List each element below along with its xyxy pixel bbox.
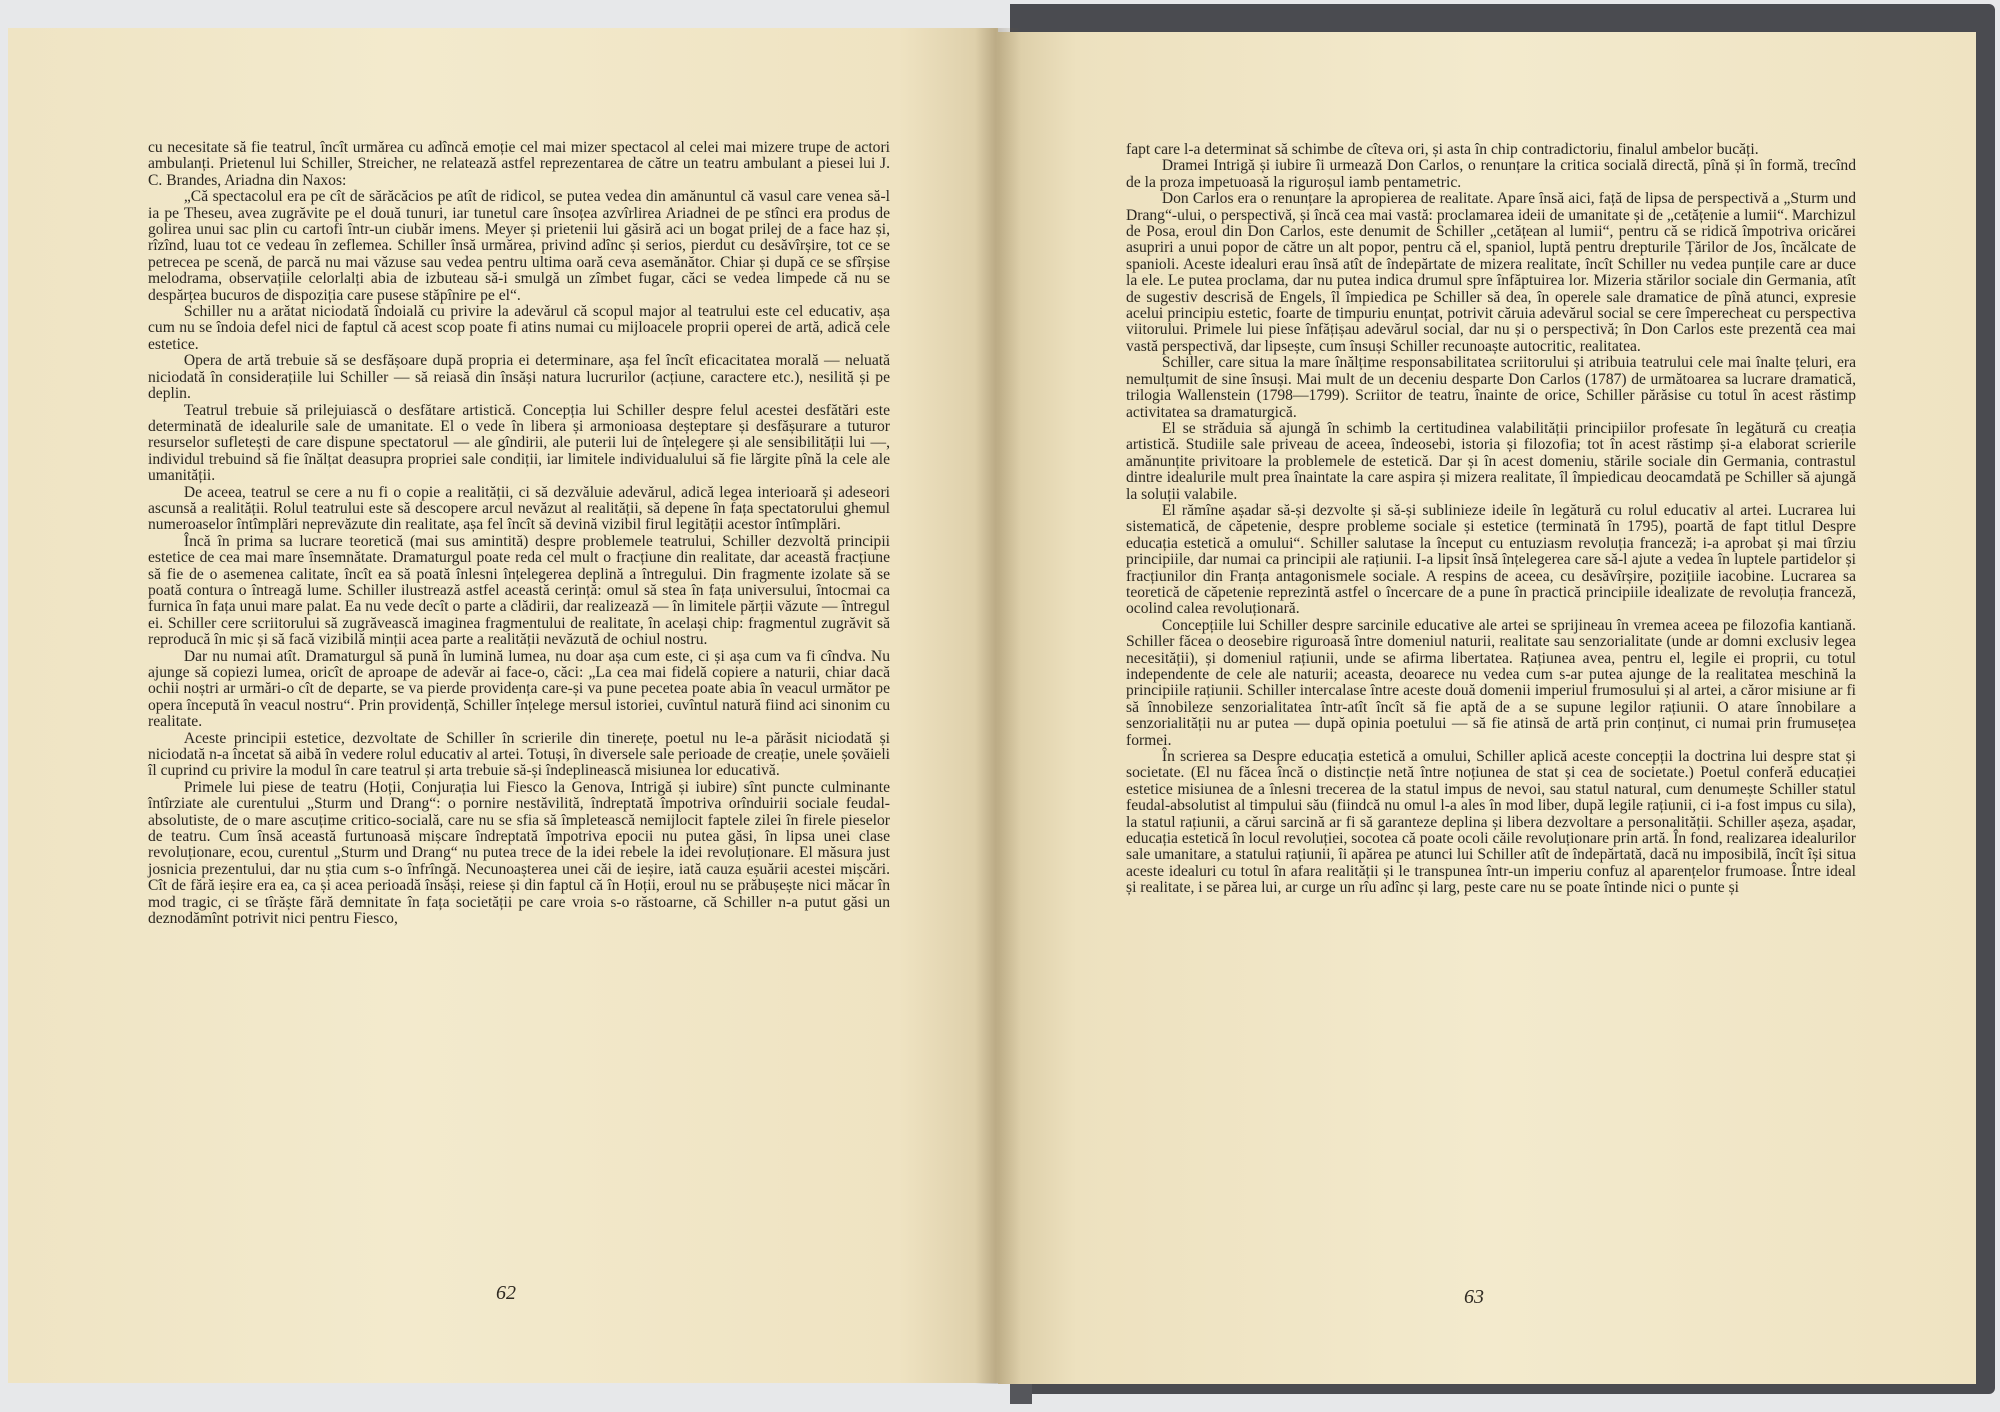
right-page [998,32,1976,1384]
paragraph: Don Carlos era o renunțare la apropierea de realitate. Apare însă aici, față de lipsa de perspectivă a „Sturm und Drang“-ului, o perspectivă, și încă cea mai vastă: proclamarea ideii de umanitate și de „cetățenie a lumii“. Marchizul de Posa, eroul din Don Carlos, este denumit de Schiller „cetățean al lumii“, pentru că se ridică împotriva oricărei asupriri a unui popor de către un alt popor, pentru că el, spaniol, luptă pentru drepturile Țărilor de Jos, încălcate de spanioli. Aceste idealuri erau însă atît de îndepărtate de mizera realitate, încît Schiller nu vedea punțile care ar duce la ele. Le putea proclama, dar nu putea indica drumul spre înfăptuirea lor. Mizeria stărilor sociale din Germania, atît de sugestiv descrisă de Engels, îl împiedica pe Schiller să dea, în operele sale dramatice de pînă atunci, expresie acelui principiu estetic, foarte de timpuriu enunțat, potrivit căruia adevărul social se cere împerecheat cu perspectiva viitorului. Primele lui piese înfățișau adevărul social, dar nu și o perspectivă; în Don Carlos este prezentă cea mai vastă perspectivă, dar lipsește, cum însuși Schiller recunoaște autocritic, realitatea. [1126,190,1856,355]
page-number: 63 [1464,1286,1484,1308]
paragraph: În scrierea sa Despre educația estetică a omului, Schiller aplică aceste concepții la doctrina lui despre stat și societate. (El nu făcea încă o distincție netă între noțiunea de stat și cea de societate.) Poetul conferă educației estetice misiunea de a înlesni trecerea de la statul impus de nevoi, sau statul natural, cum denumește Schiller statul feudal-absolutist al timpului său (fiindcă nu omul l-a ales în mod liber, după legile rațiunii, ci i-a fost impus cu sila), la statul rațiunii, a cărui sarcină ar fi să garanteze deplina și libera dezvoltare a personalității. Schiller așeza, așadar, educația estetică în locul revoluției, socotea că poate ocoli căile revoluționare prin artă. În fond, realizarea idealurilor sale umanitare, a statului rațiunii, îi apărea pe atunci lui Schiller atît de îndepărtată, dacă nu imposibilă, încît își situa aceste idealuri cu totul în afara realității și le transpunea într-un imperiu confuz al aparențelor frumoase. Între ideal și realitate, i se părea lui, ar curge un rîu adînc și larg, peste care nu se poate întinde nici o punte și [1126,748,1856,897]
paragraph: Schiller nu a arătat niciodată îndoială cu privire la adevărul că scopul major al teatrului este cel educativ, așa cum nu se îndoia defel nici de faptul că acest scop poate fi atins numai cu mijloacele proprii operei de artă, adică cele estetice. [148,303,890,353]
paragraph: Opera de artă trebuie să se desfășoare după propria ei determinare, așa fel încît eficacitatea morală — neluată niciodată în considerațiile lui Schiller — să reiasă din însăși natura lucrurilor (acțiune, caractere etc.), nesilită și pe deplin. [148,352,890,403]
paragraph: El rămîne așadar să-și dezvolte și să-și sublinieze ideile în legătură cu rolul educativ al artei. Lucrarea lui sistematică, de căpetenie, despre probleme sociale și estetice (terminată în 1795), poartă de fapt titlul Despre educația estetică a omului“. Schiller salutase la început cu entuziasm revoluția franceză; i-a aprobat și mai tîrziu principiile, dar numai ca principii ale rațiunii. I-a lipsit însă înțelegerea care să-l ajute a vedea în luptele partidelor și fracțiunilor din Franța antagonismele sociale. A respins de aceea, cu desăvîrșire, pozițiile iacobine. Lucrarea sa teoretică de căpetenie reprezintă astfel o încercare de a pune în practică principiile idealizate de revoluția franceză, ocolind calea revoluționară. [1126,501,1856,618]
right-page-body [1126,142,1856,897]
paragraph: Aceste principii estetice, dezvoltate de Schiller în scrierile din tinerețe, poetul nu le-a părăsit niciodată și niciodată n-a încetat să aibă în vedere rolul educativ al artei. Totuși, în diversele sale perioade de creație, unele șovăieli îl cuprind cu privire la modul în care teatrul și arta trebuie să-și îndeplinească misiunea lor educativă. [148,729,890,780]
left-page-body [148,140,890,928]
left-page [8,28,998,1383]
page-number: 62 [496,1282,516,1304]
paragraph: cu necesitate să fie teatrul, încît urmărea cu adîncă emoție cel mai mizer spectacol al celei mai mizere trupe de actori ambulanți. Prietenul lui Schiller, Streicher, ne relatează astfel reprezentarea de către un teatru ambulant a piesei lui J. C. Brandes, Ariadna din Naxos: [148,139,890,189]
book-gutter [975,28,1021,1384]
paragraph: Schiller, care situa la mare înălțime responsabilitatea scriitorului și atribuia teatrului cele mai înalte țeluri, era nemulțumit de sine însuși. Mai mult de un deceniu desparte Don Carlos (1787) de următoarea sa lucrare dramatică, trilogia Wallenstein (1798—1799). Scriitor de teatru, înainte de orice, Schiller părăsise cu totul în acest răstimp activitatea sa dramaturgică. [1126,354,1856,421]
paragraph: De aceea, teatrul se cere a nu fi o copie a realității, ci să dezvăluie adevărul, adică legea interioară și adeseori ascunsă a realității. Rolul teatrului este să descopere arcul nevăzut al realității, să depene în fața spectatorului ghemul numeroaselor întîmplări neprevăzute din realitate, așa fel încît să devină vizibil firul legității acestor întîmplări. [148,483,890,534]
paragraph: Dramei Intrigă și iubire îi urmează Don Carlos, o renunțare la critica socială directă, pînă și în formă, trecînd de la proza impetuoasă la riguroșul iamb pentametric. [1126,157,1856,191]
paragraph: Concepțiile lui Schiller despre sarcinile educative ale artei se sprijineau în vremea aceea pe filozofia kantiană. Schiller făcea o deosebire riguroasă între domeniul naturii, realitate sau senzorialitate (unde ar domni exclusiv legea necesității), și domeniul rațiunii, unde se afirma libertatea. Rațiunea avea, pentru el, legile ei proprii, cu totul independente de cele ale naturii; aceasta, deoarece nu vedea cum s-ar putea ajunge de la realitatea meschină la principiile rațiunii. Schiller intercalase între aceste două domenii imperiul frumosului și al artei, a căror misiune ar fi să înnobileze senzorialitatea într-atît încît să fie aptă de a se supune legilor rațiunii. O atare înnobilare a senzorialității nu ar putea — după opinia poetului — să fie atinsă de artă prin conținut, ci numai prin frumusețea formei. [1126,616,1856,749]
paragraph: fapt care l-a determinat să schimbe de cîteva ori, și asta în chip contradictoriu, finalul ambelor bucăți. [1126,141,1759,158]
paragraph: Dar nu numai atît. Dramaturgul să pună în lumină lumea, nu doar așa cum este, ci și așa cum va fi cîndva. Nu ajunge să copiezi lumea, oricît de aproape de adevăr ai face-o, căci: „La cea mai fidelă copiere a naturii, chiar dacă ochii noștri ar urmări-o cît de departe, se va pierde providența care-și va pune pecetea poate abia în veacul următor pe opera începută în veacul nostru“. Prin providență, Schiller înțelege mersul istoriei, cuvîntul natură fiind aci sinonim cu realitate. [148,647,890,731]
paragraph: Teatrul trebuie să prilejuiască o desfătare artistică. Concepția lui Schiller despre felul acestei desfătări este determinată de idealurile sale de umanitate. El o vede în libera și armonioasa deșteptare și desfășurare a tuturor resurselor sufletești de care dispune spectatorul — ale gîndirii, ale puterii lui de înțelegere și ale sensibilității lui —, individul trebuind să fie înălțat deasupra propriei sale condiții, iar limitele individualului să fie lărgite pînă la cele ale umanității. [148,401,890,485]
paragraph: Primele lui piese de teatru (Hoții, Conjurația lui Fiesco la Genova, Intrigă și iubire) sînt puncte culminante întîrziate ale curentului „Sturm und Drang“: o pornire nestăvilită, îndreptată împotriva orînduirii sociale feudal-absolutiste, de o mare ascuțime critico-socială, care nu se sfia să împletească nemijlocit faptele zilei în firele pieselor de teatru. Cum însă această furtunoasă mișcare îndreptată împotriva epocii nu putea găsi, în lipsa unei clase revoluționare, ecou, curentul „Sturm und Drang“ nu putea trece de la idei rebele la idei revoluționare. El măsura just josnicia prezentului, dar nu știa cum s-o înfrîngă. Necunoașterea unei căi de ieșire, iată cauza eșuării acestei mișcări. Cît de fără ieșire era ea, ca și acea perioadă însăși, reiese și din faptul că în Hoții, eroul nu se prăbușește nici măcar în mod tragic, ci se tîrăște fără demnitate în fața societății pe care vroia s-o răstoarne, că Schiller n-a putut găsi un deznodămînt potrivit nici pentru Fiesco, [148,778,890,928]
paragraph: „Că spectacolul era pe cît de sărăcăcios pe atît de ridicol, se putea vedea din amănuntul că vasul care venea să-l ia pe Theseu, avea zugrăvite pe el două tunuri, iar tunetul care însoțea azvîrlirea Ariadnei de pe stînci era produs de golirea unui sac plin cu cartofi într-un ciubăr imens. Meyer și prietenii lui găsiră aci un bogat prilej de a face haz și, rîzînd, luau tot ce vedeau în zeflemea. Schiller însă urmărea, privind adînc și serios, pierdut cu desăvîrșire, tot ce se petrecea pe scenă, de parcă nu mai văzuse sau vedea pentru ultima oară ceva asemănător. Chiar și după ce se sfîrșise melodrama, observațiile celorlalți abia de izbuteau să-i smulgă un zîmbet fugar, căci se vedea limpede că nu se despărțea bucuros de dispoziția care pusese stăpînire pe el“. [148,188,890,304]
paragraph: El se străduia să ajungă în schimb la certitudinea valabilității principiilor profesate în legătură cu creația artistică. Studiile sale priveau de aceea, îndeosebi, istoria și filozofia; tot în acest răstimp și-a elaborat scrierile amănunțite privitoare la problemele de estetică. Dar și în acest domeniu, stările sociale din Germania, contrastul dintre idealurile mult prea înaintate la care aspira și mizera realitate, îl împiedicau deocamdată pe Schiller să ajungă la soluții valabile. [1126,419,1856,503]
paragraph: Încă în prima sa lucrare teoretică (mai sus amintită) despre problemele teatrului, Schiller dezvoltă principii estetice de cea mai mare însemnătate. Dramaturgul poate reda cel mult o fracțiune din realitate, dar această fracțiune să fie de o asemenea calitate, încît ea să poată înlesni înțelegerea deplină a întregului. Din fragmente izolate să se poată contura o întreagă lume. Schiller ilustrează astfel această cerință: omul să stea în fața universului, întocmai ca furnica în fața unui mare palat. Ea nu vede decît o parte a clădirii, dar realizează — în limitele părții văzute — întregul ei. Schiller cere scriitorului să zugrăvească imaginea fragmentului de realitate, în același chip: fragmentul zugrăvit să reproducă în mic și să facă vizibilă minții acea parte a realității nevăzută de ochiul nostru. [148,532,890,649]
